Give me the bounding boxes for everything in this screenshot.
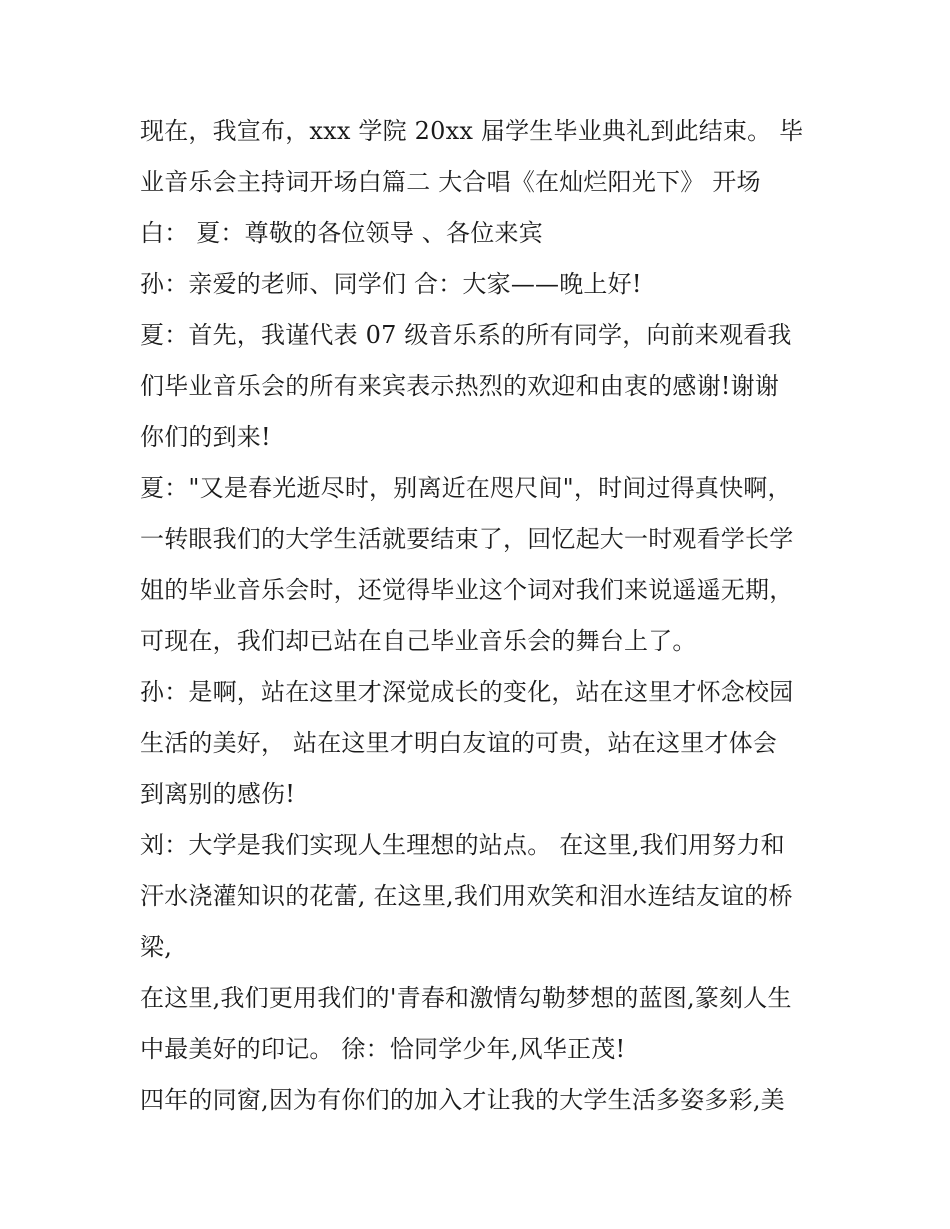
text-line: 你们的到来! <box>140 423 271 451</box>
text-line: 中最美好的印记。 徐：恰同学少年,风华正茂! <box>140 1035 626 1063</box>
text-line: 白： 夏：尊敬的各位领导 、各位来宾 <box>140 219 543 247</box>
text-line: 们毕业音乐会的所有来宾表示热烈的欢迎和由衷的感谢!谢谢 <box>140 372 780 400</box>
text-line: 夏："又是春光逝尽时，别离近在咫尺间"，时间过得真快啊， <box>140 474 792 502</box>
text-line: 现在，我宣布，xxx 学院 20xx 届学生毕业典礼到此结束。 毕 <box>140 117 804 145</box>
text-line: 孙：亲爱的老师、同学们 合：大家——晚上好! <box>140 270 642 298</box>
text-line: 汗水浇灌知识的花蕾, 在这里,我们用欢笑和泪水连结友谊的桥 <box>140 882 793 910</box>
text-line: 梁, <box>140 933 173 961</box>
text-line: 四年的同窗,因为有你们的加入才让我的大学生活多姿多彩,美 <box>140 1086 785 1114</box>
text-line: 刘：大学是我们实现人生理想的站点。 在这里,我们用努力和 <box>140 831 785 859</box>
text-line: 夏：首先，我谨代表 07 级音乐系的所有同学，向前来观看我 <box>140 321 792 349</box>
text-line: 生活的美好， 站在这里才明白友谊的可贵，站在这里才体会 <box>140 729 778 757</box>
text-line: 姐的毕业音乐会时，还觉得毕业这个词对我们来说遥遥无期， <box>140 576 794 604</box>
text-line: 在这里,我们更用我们的'青春和激情勾勒梦想的蓝图,篆刻人生 <box>140 984 792 1012</box>
text-line: 到离别的感伤! <box>140 780 296 808</box>
text-line: 可现在，我们却已站在自己毕业音乐会的舞台上了。 <box>140 627 697 655</box>
body-text <box>140 106 820 1126</box>
text-line: 业音乐会主持词开场白篇二 大合唱《在灿烂阳光下》 开场 <box>140 168 761 196</box>
text-line: 孙：是啊，站在这里才深觉成长的变化，站在这里才怀念校园 <box>140 678 794 706</box>
text-line: 一转眼我们的大学生活就要结束了，回忆起大一时观看学长学 <box>140 525 794 553</box>
